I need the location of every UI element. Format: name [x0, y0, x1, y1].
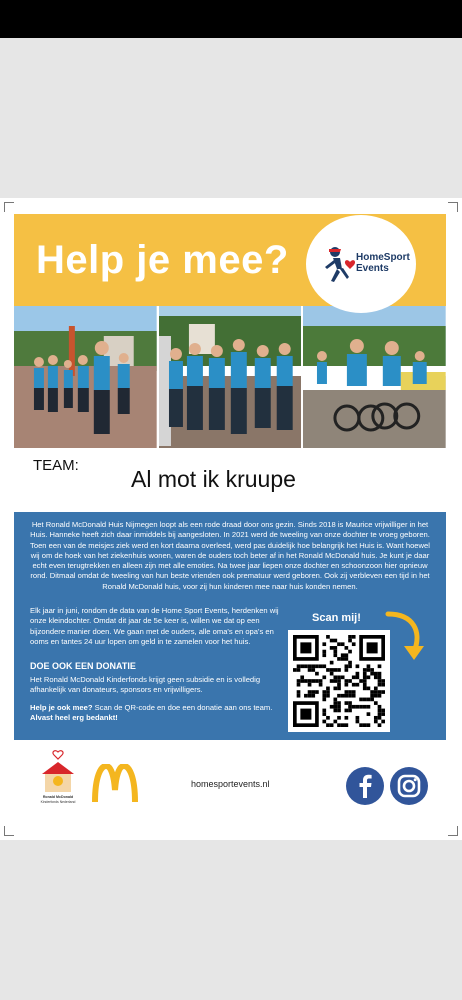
qr-code-image[interactable]: [293, 635, 385, 727]
donation-paragraph: Het Ronald McDonald Kinderfonds krijgt geen subsidie en is volledig afhankelijk van donateurs, sponsors en vrijwilligers.: [30, 675, 261, 695]
cta-text: Scan de QR-code en doe een donatie aan ons team.: [92, 703, 273, 712]
info-panel: [14, 512, 446, 740]
crop-mark: [4, 826, 14, 836]
story-paragraph-2: Elk jaar in juni, rondom de data van de Home Sport Events, herdenken wij onze kleindochter. Omdat dit jaar de 5e keer is, willen we dat op een bijzondere manier doen. We gaan met de ouders, alle oma's en opa's en ooms en tantes 24 uur lopen om geld in te zamelen voor het huis.: [30, 606, 279, 646]
cta-thanks: Alvast heel erg bedankt!: [30, 713, 118, 723]
poster-sheet: [0, 198, 462, 840]
story-paragraph-1: Het Ronald McDonald Huis Nijmegen loopt als een rode draad door ons gezin. Sinds 2018 is Maurice vrijwilliger in het Huis. Hanneke heeft zich daar inmiddels bij aangesloten. In 2021 werd de tweeling van onze dochter te vroeg geboren. Toen een van de meisjes ziek werd en kort daarna overleed, werd pas duidelijk hoe belangrijk het Huis is. Want hoewel wij om de hoek van het ziekenhuis wonen, waren de ouders toch beter af in het Ronald McDonald huis. Je kunt je daar echt even terugtrekken en alleen zijn met alle emoties. Na twee jaar liepen onze dochter en schoonzoon hier opnieuw rond. Ditmaal omdat de tweeling van hun beste vrienden ook prematuur werd geboren. Ook zij verbleven een tijd in het Ronald McDonald huis, voor zij hun kinderen mee naar huis konden nemen.: [30, 520, 430, 591]
photo-strip: [14, 306, 446, 448]
instagram-icon[interactable]: [390, 767, 428, 805]
facebook-icon[interactable]: [346, 767, 384, 805]
photo-runners-2: [159, 306, 302, 448]
ronald-mcdonald-logo: [38, 750, 78, 806]
hero-title: Help je mee?: [36, 238, 289, 282]
qr-code[interactable]: [288, 630, 390, 732]
runner-icon: [320, 245, 358, 285]
brand-line1: HomeSport: [356, 252, 410, 263]
donation-heading: DOE OOK EEN DONATIE: [30, 661, 136, 671]
brand-line2: Events: [356, 263, 389, 274]
mcdonalds-arches-icon: [92, 764, 138, 804]
curved-arrow-icon: [384, 608, 428, 668]
rmh-line1: Ronald McDonald: [42, 795, 74, 799]
team-name: Al mot ik kruupe: [131, 466, 296, 492]
call-to-action: [30, 703, 282, 724]
crop-mark: [4, 202, 14, 212]
cta-bold: Help je ook mee?: [30, 703, 93, 712]
team-label: TEAM:: [33, 457, 79, 474]
photo-cyclists: [303, 306, 446, 448]
top-black-bar: [0, 0, 462, 38]
crop-mark: [448, 202, 458, 212]
brand-text: [356, 252, 410, 274]
scan-label: Scan mij!: [312, 612, 361, 624]
homesport-logo: [306, 215, 416, 313]
website-link[interactable]: homesportevents.nl: [191, 779, 270, 789]
photo-runners-1: [14, 306, 157, 448]
crop-mark: [448, 826, 458, 836]
rmh-line2: Kinderfonds Nederland: [40, 800, 76, 804]
